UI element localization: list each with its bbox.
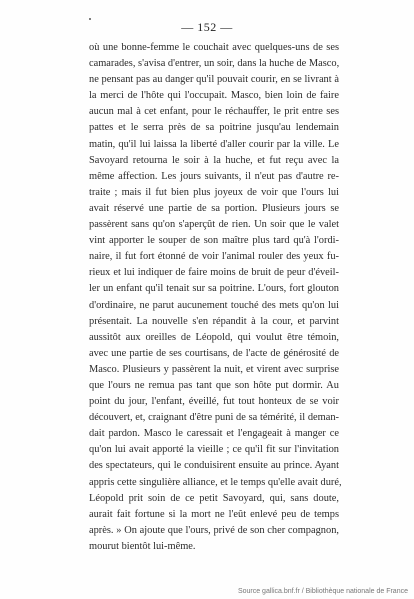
text-line: ler un enfant qu'il tenait sur sa poitrine. L'ours, fort glouton [89, 283, 339, 295]
text-line: dait pardon. Masco le caressait et l'engageait à manger ce [89, 428, 339, 440]
text-line: aussitôt aux oreilles de Léopold, qui voulut être témoin, [89, 331, 339, 343]
text-line: aurait fait fortune si la mort ne l'eût enlevé peu de temps [89, 508, 339, 520]
text-line: où une bonne-femme le couchait avec quelques-uns de ses [89, 42, 339, 53]
text-line: vint apporter le souper de son maître plus tard qu'à l'ordi- [89, 235, 339, 247]
text-line: mourut bientôt lui-même. [89, 540, 196, 552]
text-line: découvert, et, craignant d'être puni de sa témérité, il deman- [89, 412, 339, 424]
text-line: camarades, s'avisa d'entrer, un soir, dans la huche de Masco, [89, 58, 340, 70]
text-line: après. » On ajoute que l'ours, privé de son cher compagnon, [89, 524, 339, 536]
text-line: pattes et le serra près de sa poitrine jusqu'au lendemain [89, 122, 339, 134]
text-line: d'ordinaire, ne parut aucunement touché des mets qu'on lui [89, 299, 339, 311]
source-attribution: Source gallica.bnf.fr / Bibliothèque nationale de France [237, 588, 408, 595]
text-line: des spectateurs, qui le conduisirent ensuite au prince. Ayant [89, 460, 339, 472]
text-line: même affection. Les jours suivants, il n'eut pas d'autre re- [89, 170, 339, 182]
text-line: matin, qu'il lui laissa la liberté d'aller courir par la ville. Le [89, 138, 339, 150]
text-line: avec une partie de ses courtisans, de l'acte de générosité de [89, 347, 339, 359]
text-line: présentait. La nouvelle s'en répandit à la cour, et parvint [89, 315, 339, 327]
text-line: Savoyard retourna le soir à la huche, et fut reçu avec la [89, 154, 339, 166]
text-line: que l'ours ne remua pas tant que son hôte put dormir. Au [89, 379, 339, 391]
text-line: aucun mal à cet enfant, pour le réchauffer, le prit entre ses [89, 106, 339, 118]
body-text [89, 40, 342, 555]
text-line: Masco. Plusieurs y passèrent la nuit, et virent avec surprise [89, 363, 339, 375]
text-line: passèrent sans qu'on s'aperçût de rien. Un soir que le valet [89, 219, 339, 231]
text-line: naire, il fut fort étonné de voir l'animal rouler des yeux fu- [89, 251, 339, 263]
text-line: avait réservé une partie de sa portion. Plusieurs jours se [89, 202, 339, 214]
text-line: traite ; mais il fut bien plus joyeux de voir que l'ours lui [89, 186, 339, 198]
text-line: ne pensant pas au danger qu'il pouvait courir, en se livrant à [89, 74, 339, 86]
text-line: Léopold prit soin de ce petit Savoyard, qui, sans doute, [89, 492, 339, 504]
text-line: rieux et lui indiquer de faire moins de bruit de peur d'éveil- [89, 267, 339, 279]
page-number: — 152 — [181, 20, 233, 34]
text-line: point du jour, l'enfant, éveillé, fut tout honteux de se voir [89, 396, 339, 408]
text-line: appris cette singulière alliance, et le temps qu'elle avait duré, [89, 476, 342, 488]
text-line: qu'on lui avait apporté la vieille ; ce qu'il fit sur l'invitation [89, 444, 339, 456]
text-line: la merci de l'hôte qui l'occupait. Masco, bien loin de faire [89, 90, 339, 102]
